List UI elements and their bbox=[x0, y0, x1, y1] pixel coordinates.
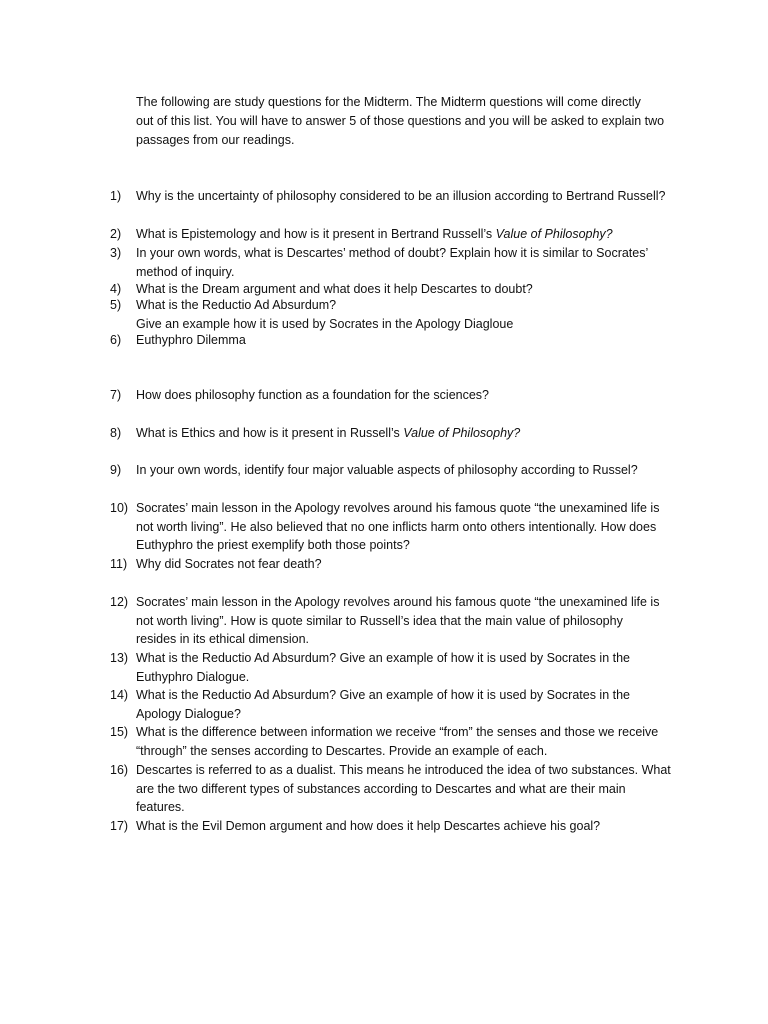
question-text: Euthyphro the priest exemplify both those points? bbox=[136, 538, 410, 553]
question-text: Descartes is referred to as a dualist. This means he introduced the idea of two substances. What bbox=[136, 763, 671, 777]
book-title: Value of Philosophy? bbox=[495, 227, 613, 241]
question-item bbox=[110, 817, 700, 836]
question-text: features. bbox=[136, 800, 185, 815]
intro-line: out of this list. You will have to answer 5 of those questions and you will be asked to explain two bbox=[136, 114, 665, 128]
question-number: 3) bbox=[110, 246, 122, 260]
question-text: Socrates’ main lesson in the Apology revolves around his famous quote “the unexamined life is bbox=[136, 501, 660, 515]
question-item bbox=[110, 461, 700, 480]
question-text: In your own words, what is Descartes’ method of doubt? Explain how it is similar to Socrates’ bbox=[136, 246, 649, 260]
question-text: Apology Dialogue? bbox=[136, 706, 241, 721]
question-text-plain: What is Epistemology and how is it present in Bertrand Russell’s bbox=[136, 227, 496, 241]
question-number: 2) bbox=[110, 227, 122, 241]
intro-line: The following are study questions for the Midterm. The Midterm questions will come directly bbox=[136, 95, 641, 109]
question-text: not worth living”. How is quote similar to Russell’s idea that the main value of philosophy bbox=[136, 613, 623, 628]
intro-paragraph bbox=[136, 93, 696, 150]
question-text: not worth living”. He also believed that no one inflicts harm onto others intentionally. How does bbox=[136, 519, 657, 534]
question-text: In your own words, identify four major valuable aspects of philosophy according to Russel? bbox=[136, 463, 638, 477]
question-text: What is the Reductio Ad Absurdum? Give an example of how it is used by Socrates in the bbox=[136, 651, 631, 665]
question-text: What is the Reductio Ad Absurdum? bbox=[136, 298, 337, 312]
question-item bbox=[110, 593, 700, 649]
question-number: 5) bbox=[110, 298, 122, 312]
question-number: 11) bbox=[110, 557, 128, 571]
question-text-plain: What is Ethics and how is it present in Russell’s bbox=[136, 426, 404, 440]
question-text: What is the Dream argument and what does it help Descartes to doubt? bbox=[136, 282, 533, 296]
question-text: How does philosophy function as a foundation for the sciences? bbox=[136, 388, 490, 402]
question-number: 4) bbox=[110, 282, 122, 296]
question-number: 7) bbox=[110, 388, 122, 402]
question-text: What is the Evil Demon argument and how does it help Descartes achieve his goal? bbox=[136, 819, 601, 833]
question-text: Why is the uncertainty of philosophy considered to be an illusion according to Bertrand Russell? bbox=[136, 189, 666, 203]
question-text: What is the Reductio Ad Absurdum? Give an example of how it is used by Socrates in the bbox=[136, 688, 631, 702]
question-number: 16) bbox=[110, 763, 129, 777]
book-title: Value of Philosophy? bbox=[403, 426, 521, 440]
intro-line: passages from our readings. bbox=[136, 133, 295, 147]
question-text: Socrates’ main lesson in the Apology revolves around his famous quote “the unexamined life is bbox=[136, 595, 660, 609]
question-item bbox=[110, 555, 700, 574]
question-text: Give an example how it is used by Socrates in the Apology Diagloue bbox=[136, 316, 514, 331]
question-item bbox=[110, 225, 700, 244]
question-item bbox=[110, 424, 700, 443]
question-number: 12) bbox=[110, 595, 129, 609]
question-number: 17) bbox=[110, 819, 129, 833]
question-item bbox=[110, 386, 700, 405]
question-number: 15) bbox=[110, 725, 129, 739]
question-number: 10) bbox=[110, 501, 129, 515]
question-item bbox=[110, 649, 700, 686]
question-number: 1) bbox=[110, 189, 122, 203]
question-number: 6) bbox=[110, 333, 122, 347]
question-text: Euthyphro Dilemma bbox=[136, 333, 246, 347]
question-item bbox=[110, 686, 700, 723]
question-text: Why did Socrates not fear death? bbox=[136, 557, 322, 571]
question-item bbox=[110, 331, 700, 350]
question-item bbox=[110, 499, 700, 555]
question-item bbox=[110, 244, 700, 281]
question-number: 13) bbox=[110, 651, 129, 665]
question-item bbox=[110, 187, 700, 206]
question-number: 14) bbox=[110, 688, 129, 702]
question-text bbox=[136, 225, 700, 244]
question-item bbox=[110, 296, 700, 333]
question-text: are the two different types of substances according to Descartes and what are their main bbox=[136, 781, 626, 796]
question-text: “through” the senses according to Descartes. Provide an example of each. bbox=[136, 743, 548, 758]
question-text bbox=[136, 424, 700, 443]
question-text: method of inquiry. bbox=[136, 264, 235, 279]
question-number: 9) bbox=[110, 463, 122, 477]
question-item bbox=[110, 723, 700, 760]
question-item bbox=[110, 761, 700, 817]
question-text: Euthyphro Dialogue. bbox=[136, 669, 250, 684]
question-text: resides in its ethical dimension. bbox=[136, 632, 309, 647]
question-number: 8) bbox=[110, 426, 122, 440]
question-text: What is the difference between information we receive “from” the senses and those we receive bbox=[136, 725, 659, 739]
